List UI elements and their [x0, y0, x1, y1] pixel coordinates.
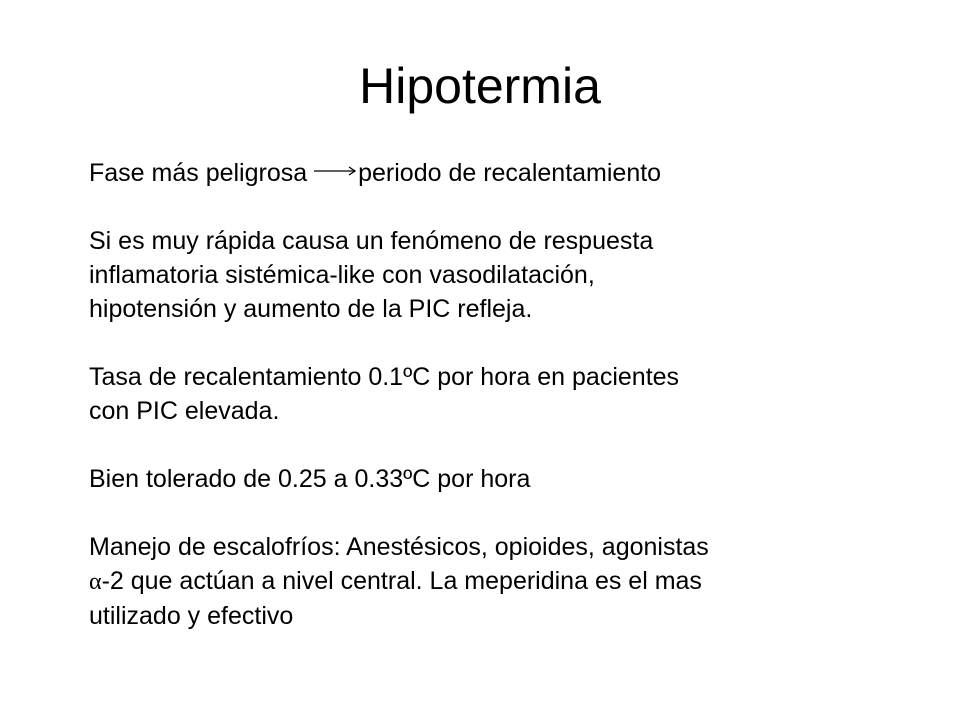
shivering-line-2: [89, 564, 909, 599]
shivering-line-3: utilizado y efectivo: [89, 602, 294, 630]
paragraph-shivering-management: [89, 530, 909, 633]
danger-phase-text: Fase más peligrosa: [89, 159, 315, 187]
well-tolerated-line-1: Bien tolerado de 0.25 a 0.33ºC por hora: [89, 465, 531, 493]
rapid-rewarming-line-2: inflamatoria sistémica-like con vasodilatación,: [89, 261, 595, 289]
shivering-line-1: Manejo de escalofríos: Anestésicos, opioides, agonistas: [89, 533, 709, 561]
rapid-rewarming-line-3: hipotensión y aumento de la PIC refleja.: [89, 295, 533, 323]
paragraph-rapid-rewarming: [89, 224, 909, 326]
paragraph-well-tolerated: [89, 462, 909, 496]
rewarming-rate-line-1: Tasa de recalentamiento 0.1ºC por hora en pacientes: [89, 363, 680, 391]
right-arrow-icon: [314, 164, 358, 178]
slide-title: Hipotermia: [359, 58, 601, 114]
rewarming-period-text: periodo de recalentamiento: [358, 159, 662, 187]
slide-body: [89, 156, 909, 633]
rewarming-rate-line-2: con PIC elevada.: [89, 397, 280, 425]
rapid-rewarming-line-1: Si es muy rápida causa un fenómeno de respuesta: [89, 227, 654, 255]
alpha-symbol: α: [89, 569, 102, 595]
paragraph-danger-phase: [89, 156, 909, 190]
paragraph-rewarming-rate: [89, 360, 909, 428]
shivering-line-2-text: -2 que actúan a nivel central. La meperidina es el mas: [101, 567, 702, 595]
